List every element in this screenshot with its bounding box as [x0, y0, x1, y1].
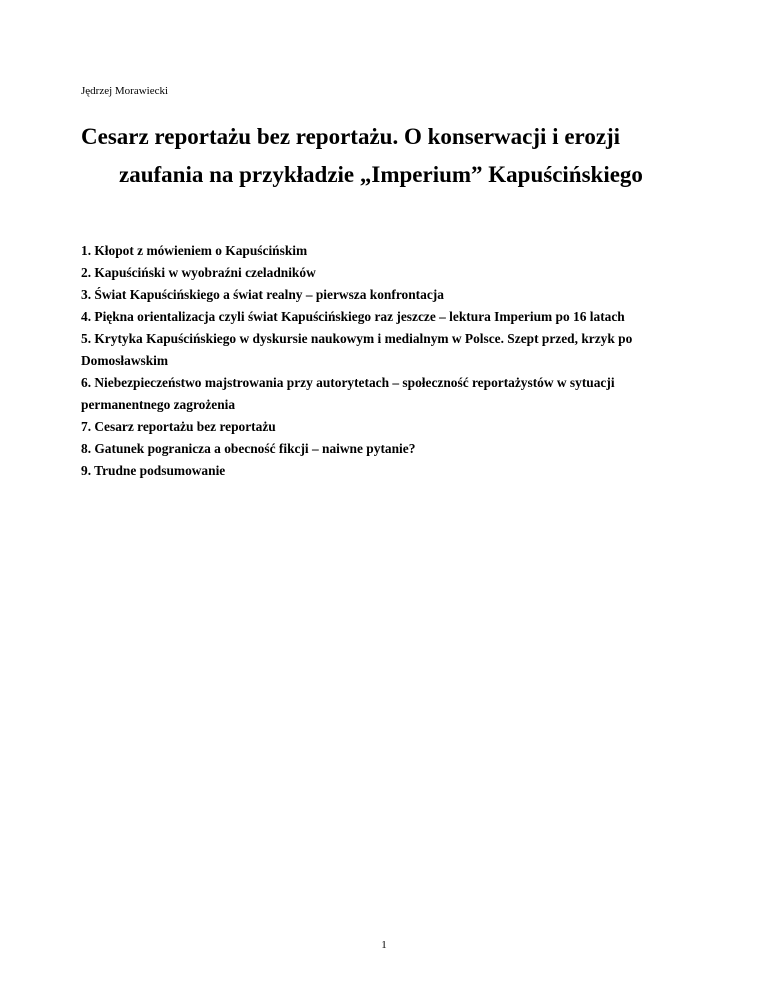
document-title	[81, 118, 701, 194]
toc-item: 1. Kłopot z mówieniem o Kapuścińskim	[81, 243, 308, 258]
title-line-1: Cesarz reportażu bez reportażu. O konserwacji i erozji	[81, 124, 621, 149]
toc-item: 2. Kapuściński w wyobraźni czeladników	[81, 265, 316, 280]
table-of-contents	[81, 240, 681, 482]
toc-item: 9. Trudne podsumowanie	[81, 463, 226, 478]
toc-item: 3. Świat Kapuścińskiego a świat realny – pierwsza konfrontacja	[81, 287, 444, 302]
toc-item: 8. Gatunek pogranicza a obecność fikcji – naiwne pytanie?	[81, 441, 416, 456]
toc-item: 6. Niebezpieczeństwo majstrowania przy autorytetach – społeczność reportażystów w sytuacji permanentnego zagrożenia	[81, 375, 615, 412]
page-number: 1	[381, 939, 387, 951]
toc-item: 4. Piękna orientalizacja czyli świat Kapuścińskiego raz jeszcze – lektura Imperium po 16 latach	[81, 309, 625, 324]
author-name: Jędrzej Morawiecki	[81, 85, 169, 97]
toc-item: 7. Cesarz reportażu bez reportażu	[81, 419, 276, 434]
toc-item: 5. Krytyka Kapuścińskiego w dyskursie naukowym i medialnym w Polsce. Szept przed, krzyk po Domosławskim	[81, 331, 633, 368]
title-line-2: zaufania na przykładzie „Imperium” Kapuścińskiego	[119, 162, 643, 187]
